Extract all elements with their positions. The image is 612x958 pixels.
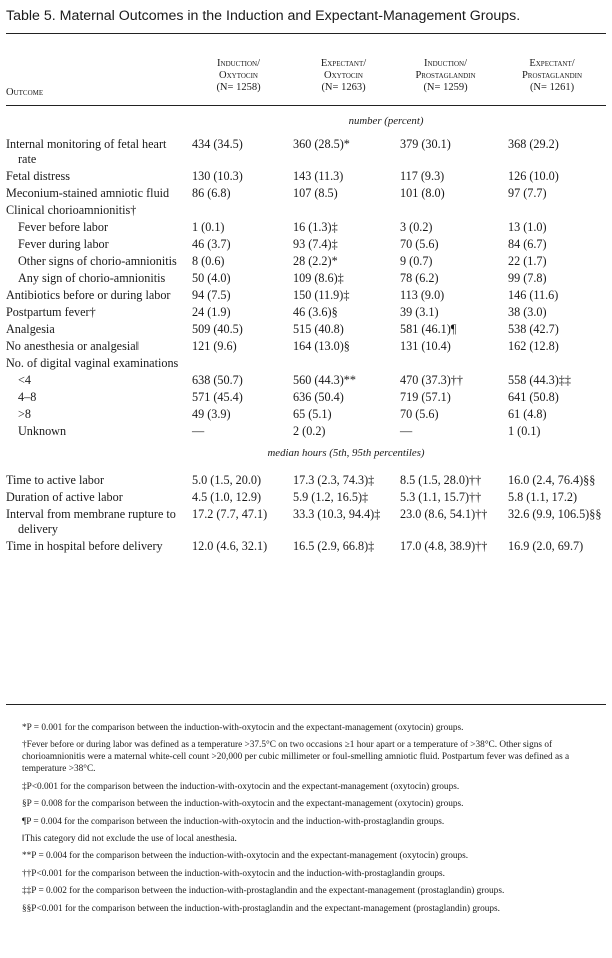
cell-value: 5.8 (1.1, 17.2) [508,490,578,504]
row-label-text: Meconium-stained amniotic fluid [6,186,170,200]
header-col-1-line1: Induction/ [217,58,260,69]
cell-col-3 [396,537,501,554]
cell-col-3 [396,218,501,235]
cell-value: 24 (1.9) [192,305,231,319]
cell-col-3 [396,269,501,286]
cell-col-3 [396,286,501,303]
cell-value: 638 (50.7) [192,373,243,387]
row-label [6,218,186,235]
cell-value: 49 (3.9) [192,407,231,421]
cell-value: 130 (10.3) [192,169,243,183]
cell-col-1 [186,201,291,218]
cell-value: 9 (0.7) [400,254,433,268]
cell-value: 581 (46.1)¶ [400,322,457,336]
cell-value: 70 (5.6) [400,407,439,421]
cell-value: 434 (34.5) [192,137,243,151]
row-label [6,471,186,488]
table-row [6,337,606,354]
cell-col-1 [186,184,291,201]
table-row [6,201,606,218]
cell-value: 33.3 (10.3, 94.4)‡ [293,507,381,521]
cell-col-1 [186,235,291,252]
cell-value: 719 (57.1) [400,390,451,404]
header-col-4-line2: Prostaglandin [521,70,583,81]
cell-col-3 [396,388,501,405]
footnote: ††P<0.001 for the comparison between the induction-with-oxytocin and the induction-with-prostaglandin groups. [22,868,446,879]
cell-value: 8 (0.6) [192,254,225,268]
cell-col-1 [186,269,291,286]
row-label-text: No anesthesia or analgesia‖ [6,339,140,353]
cell-col-4 [501,137,606,167]
cell-value: 571 (45.4) [192,390,243,404]
row-label-text: 4–8 [18,390,37,404]
count-rows [6,137,606,439]
row-label-text: Duration of active labor [6,490,123,504]
table-row [6,388,606,405]
cell-value: 636 (50.4) [293,390,344,404]
cell-value: 70 (5.6) [400,237,439,251]
header-col-2-line2: Oxytocin [324,70,363,81]
cell-col-3 [396,320,501,337]
row-label-text: Internal monitoring of fetal heart rate [6,137,167,166]
cell-value: 360 (28.5)* [293,137,350,151]
cell-value: 16 (1.3)‡ [293,220,338,234]
cell-col-4 [501,422,606,439]
row-label [6,505,186,537]
row-label [6,371,186,388]
cell-col-1 [186,337,291,354]
header-outcome: Outcome [6,87,44,98]
cell-col-4 [501,320,606,337]
cell-value: 17.2 (7.7, 47.1) [192,507,268,521]
cell-col-4 [501,252,606,269]
cell-value: 560 (44.3)** [293,373,356,387]
cell-value: 78 (6.2) [400,271,439,285]
cell-col-4 [501,337,606,354]
cell-value: 109 (8.6)‡ [293,271,344,285]
cell-col-3 [396,505,501,537]
cell-value: — [400,424,413,438]
cell-col-4 [501,218,606,235]
header-col-3-line1: Induction/ [424,58,467,69]
cell-col-3 [396,405,501,422]
header-col-3 [388,58,503,94]
table-row [6,137,606,167]
row-label [6,167,186,184]
row-label-text: Unknown [18,424,67,438]
table-row [6,422,606,439]
table-row [6,354,606,371]
units-median-row [6,439,606,471]
cell-value: 13 (1.0) [508,220,547,234]
cell-col-4 [501,286,606,303]
cell-col-3 [396,337,501,354]
cell-value: 538 (42.7) [508,322,559,336]
cell-col-1 [186,537,291,554]
cell-col-4 [501,184,606,201]
row-label-text: No. of digital vaginal examinations [6,356,179,370]
cell-col-1 [186,303,291,320]
cell-value: 117 (9.3) [400,169,445,183]
cell-col-4 [501,167,606,184]
table-row [6,184,606,201]
table-row [6,371,606,388]
footnotes [6,722,606,920]
row-label-text: Clinical chorioamnionitis† [6,203,137,217]
footnote: ‡P<0.001 for the comparison between the induction-with-oxytocin and the expectant-management (oxytocin) groups. [22,781,460,792]
cell-col-3 [396,303,501,320]
row-label [6,269,186,286]
table-row [6,303,606,320]
cell-col-2 [291,303,396,320]
cell-value: 5.9 (1.2, 16.5)‡ [293,490,369,504]
cell-value: 32.6 (9.9, 106.5)§§ [508,507,602,521]
table-row [6,405,606,422]
cell-col-4 [501,388,606,405]
cell-col-1 [186,286,291,303]
cell-col-4 [501,471,606,488]
cell-value: 470 (37.3)†† [400,373,463,387]
table-row [6,286,606,303]
cell-col-2 [291,218,396,235]
header-col-4 [497,58,607,94]
footnote: §§P<0.001 for the comparison between the induction-with-prostaglandin and the expectant-management (prostaglandin) groups. [22,903,500,914]
row-label [6,252,186,269]
header-col-3-n: (N= 1259) [423,82,468,93]
cell-col-4 [501,235,606,252]
cell-value: 1 (0.1) [192,220,225,234]
row-label [6,422,186,439]
cell-value: 17.3 (2.3, 74.3)‡ [293,473,375,487]
row-label [6,235,186,252]
row-label-text: >8 [18,407,31,421]
cell-value: — [192,424,205,438]
header-col-2-line1: Expectant/ [320,58,367,69]
cell-col-2 [291,201,396,218]
table-row [6,471,606,488]
cell-col-3 [396,422,501,439]
header-col-1 [186,58,291,94]
row-label-text: Interval from membrane rupture to delivery [6,507,176,536]
cell-value: 46 (3.7) [192,237,231,251]
cell-col-2 [291,337,396,354]
cell-value: 50 (4.0) [192,271,231,285]
row-label [6,303,186,320]
cell-col-3 [396,235,501,252]
cell-col-3 [396,184,501,201]
top-rule [6,33,606,34]
cell-col-2 [291,167,396,184]
cell-col-4 [501,269,606,286]
table-row [6,537,606,554]
cell-col-4 [501,201,606,218]
cell-col-3 [396,471,501,488]
row-label [6,184,186,201]
cell-value: 131 (10.4) [400,339,451,353]
row-label-text: Time in hospital before delivery [6,539,163,553]
cell-value: 86 (6.8) [192,186,231,200]
cell-value: 113 (9.0) [400,288,445,302]
footnote: †Fever before or during labor was defined as a temperature >37.5°C on two occasions ≥1 hour apart or a temperature of >38°C. Other signs of chorioamnionitis were a maternal white-cell count >20,000 per cubic millimeter or foul-smelling amniotic fluid. Postpartum fever was defined as a temperature >38°C. [22,740,570,775]
row-label [6,337,186,354]
cell-col-2 [291,354,396,371]
cell-col-3 [396,252,501,269]
cell-col-2 [291,388,396,405]
cell-value: 558 (44.3)‡‡ [508,373,571,387]
row-label [6,320,186,337]
header-col-4-line1: Expectant/ [529,58,575,69]
cell-value: 22 (1.7) [508,254,547,268]
cell-value: 16.5 (2.9, 66.8)‡ [293,539,375,553]
cell-col-4 [501,354,606,371]
cell-value: 101 (8.0) [400,186,445,200]
cell-value: 84 (6.7) [508,237,547,251]
cell-col-3 [396,137,501,167]
cell-col-2 [291,137,396,167]
cell-value: 8.5 (1.5, 28.0)†† [400,473,482,487]
cell-col-1 [186,320,291,337]
cell-value: 23.0 (8.6, 54.1)†† [400,507,488,521]
footnote: ¶P = 0.004 for the comparison between the induction-with-oxytocin and the induction-with-prostaglandin groups. [22,816,445,827]
median-rows [6,471,606,554]
row-label-text: Postpartum fever† [6,305,96,319]
cell-col-1 [186,505,291,537]
table-bottom-rule [6,704,606,705]
row-label-text: <4 [18,373,31,387]
cell-value: 379 (30.1) [400,137,451,151]
cell-col-2 [291,505,396,537]
footnote: *P = 0.001 for the comparison between the induction-with-oxytocin and the expectant-management (oxytocin) groups. [22,723,464,733]
cell-value: 12.0 (4.6, 32.1) [192,539,268,553]
footnote: ‡‡P = 0.002 for the comparison between the induction-with-prostaglandin and the expectant-management (prostaglandin) groups. [22,886,505,897]
cell-col-1 [186,218,291,235]
table-row [6,218,606,235]
row-label [6,201,186,218]
cell-col-2 [291,269,396,286]
row-label-text: Other signs of chorio-amnionitis [18,254,177,268]
units-count-label: number (percent) [348,115,424,127]
row-label-text: Fetal distress [6,169,70,183]
cell-col-1 [186,252,291,269]
row-label [6,388,186,405]
cell-col-2 [291,405,396,422]
cell-col-2 [291,422,396,439]
units-median-label: median hours (5th, 95th percentiles) [267,447,425,459]
cell-value: 93 (7.4)‡ [293,237,338,251]
cell-value: 61 (4.8) [508,407,547,421]
row-label-text: Fever during labor [18,237,109,251]
cell-col-4 [501,488,606,505]
cell-value: 107 (8.5) [293,186,338,200]
cell-col-4 [501,303,606,320]
row-label [6,537,186,554]
row-label-text: Fever before labor [18,220,109,234]
header-col-1-line2: Oxytocin [219,70,258,81]
cell-col-1 [186,471,291,488]
header-col-2-n: (N= 1263) [321,82,366,93]
table-row [6,252,606,269]
cell-value: 17.0 (4.8, 38.9)†† [400,539,488,553]
cell-value: 515 (40.8) [293,322,344,336]
cell-col-2 [291,537,396,554]
cell-col-3 [396,354,501,371]
cell-col-2 [291,235,396,252]
cell-col-3 [396,201,501,218]
row-label-text: Analgesia [6,322,55,336]
cell-col-1 [186,488,291,505]
cell-value: 146 (11.6) [508,288,559,302]
cell-value: 28 (2.2)* [293,254,338,268]
cell-value: 46 (3.6)§ [293,305,338,319]
cell-col-1 [186,422,291,439]
row-label [6,405,186,422]
cell-value: 150 (11.9)‡ [293,288,350,302]
cell-col-4 [501,371,606,388]
header-rule [6,105,606,106]
cell-col-2 [291,252,396,269]
cell-value: 39 (3.1) [400,305,439,319]
cell-value: 16.0 (2.4, 76.4)§§ [508,473,596,487]
cell-col-1 [186,167,291,184]
row-label [6,137,186,167]
row-label-text: Antibiotics before or during labor [6,288,171,302]
table-row [6,235,606,252]
row-label-text: Time to active labor [6,473,105,487]
cell-col-3 [396,167,501,184]
cell-col-1 [186,354,291,371]
cell-col-2 [291,286,396,303]
cell-col-1 [186,388,291,405]
cell-col-3 [396,371,501,388]
cell-value: 65 (5.1) [293,407,332,421]
table-title: Table 5. Maternal Outcomes in the Induction and Expectant-Management Groups. [0,0,612,32]
footnote: §P = 0.008 for the comparison between the induction-with-oxytocin and the expectant-management (oxytocin) groups. [22,799,464,810]
cell-value: 121 (9.6) [192,339,237,353]
header-col-1-n: (N= 1258) [216,82,261,93]
cell-value: 3 (0.2) [400,220,433,234]
cell-col-1 [186,137,291,167]
cell-col-1 [186,405,291,422]
data-table [6,137,606,554]
cell-value: 368 (29.2) [508,137,559,151]
cell-col-2 [291,488,396,505]
row-label-text: Any sign of chorio-amnionitis [18,271,166,285]
header-col-3-line2: Prostaglandin [415,70,476,81]
table-row [6,488,606,505]
cell-col-2 [291,184,396,201]
cell-value: 164 (13.0)§ [293,339,350,353]
cell-value: 4.5 (1.0, 12.9) [192,490,262,504]
footnote: **P = 0.004 for the comparison between the induction-with-oxytocin and the expectant-management (oxytocin) groups. [22,851,469,862]
cell-value: 509 (40.5) [192,322,243,336]
cell-col-1 [186,371,291,388]
cell-col-3 [396,488,501,505]
table-row [6,269,606,286]
cell-col-4 [501,505,606,537]
cell-value: 99 (7.8) [508,271,547,285]
cell-value: 1 (0.1) [508,424,541,438]
row-label [6,488,186,505]
cell-col-4 [501,537,606,554]
cell-col-2 [291,471,396,488]
cell-col-4 [501,405,606,422]
cell-value: 162 (12.8) [508,339,559,353]
table-row [6,505,606,537]
row-label [6,354,186,371]
cell-col-2 [291,320,396,337]
cell-col-2 [291,371,396,388]
cell-value: 641 (50.8) [508,390,559,404]
header-col-2 [291,58,396,94]
header-col-4-n: (N= 1261) [529,82,575,93]
cell-value: 126 (10.0) [508,169,559,183]
cell-value: 16.9 (2.0, 69.7) [508,539,584,553]
cell-value: 38 (3.0) [508,305,547,319]
cell-value: 2 (0.2) [293,424,326,438]
footnote: ‖This category did not exclude the use of local anesthesia. [22,833,237,844]
cell-value: 143 (11.3) [293,169,344,183]
cell-value: 5.0 (1.5, 20.0) [192,473,262,487]
cell-value: 97 (7.7) [508,186,547,200]
row-label [6,286,186,303]
cell-value: 94 (7.5) [192,288,231,302]
table-row [6,320,606,337]
table-row [6,167,606,184]
cell-value: 5.3 (1.1, 15.7)†† [400,490,482,504]
